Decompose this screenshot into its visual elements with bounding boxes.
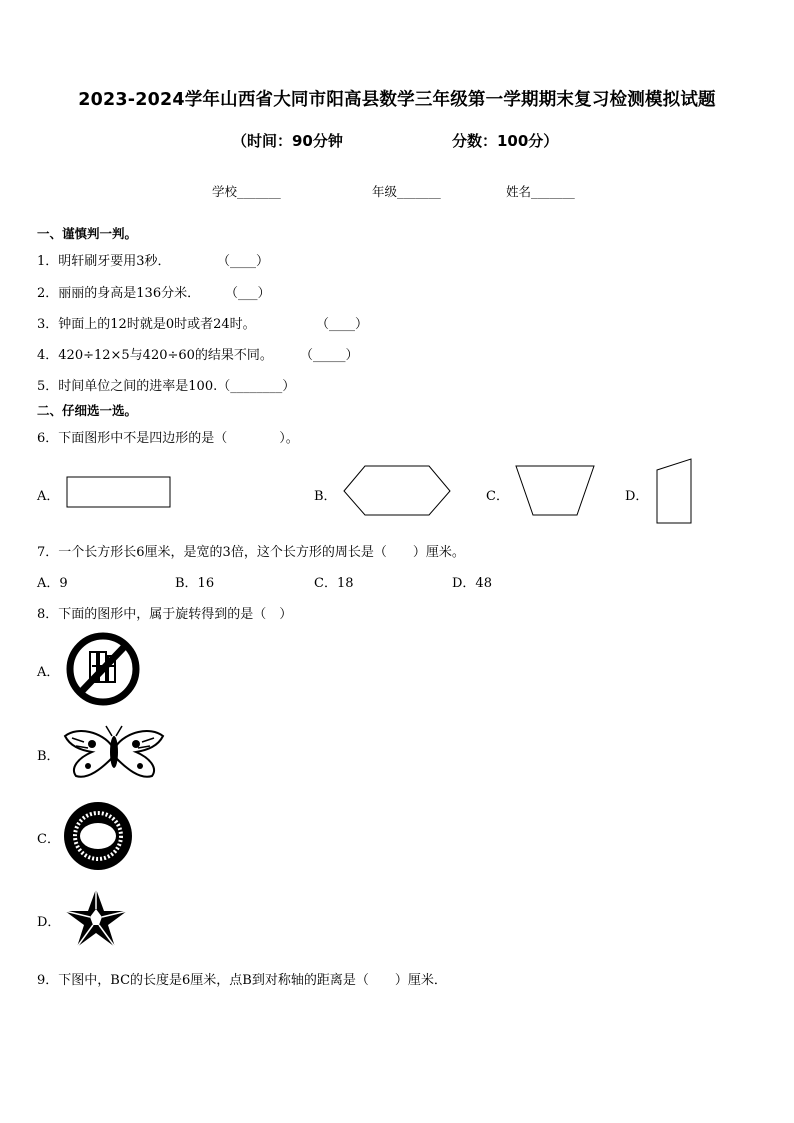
q7-option-b: B．16 — [175, 576, 215, 591]
rectangle-shape — [66, 476, 172, 508]
q6-option-a: A． — [37, 489, 60, 504]
q1-blank: （____） — [217, 254, 270, 269]
q8-option-b: B． — [37, 749, 60, 764]
section-1-heading: 一、谨慎判一判。 — [37, 226, 138, 241]
section-2-heading: 二、仔细选一选。 — [37, 403, 138, 418]
q6-option-c: C． — [486, 489, 509, 504]
q6-text: 6．下面图形中不是四边形的是（ ）。 — [37, 431, 299, 446]
butterfly-icon — [62, 722, 166, 782]
q3-text: 3．钟面上的12时就是0时或者24时。 — [37, 317, 256, 332]
q3-blank: （____） — [316, 317, 369, 332]
right-trapezoid-shape — [655, 458, 695, 526]
school-field: 学校_______ — [212, 184, 281, 199]
q9-text: 9．下图中，BC的长度是6厘米，点B到对称轴的距离是（ ）厘米． — [37, 973, 447, 988]
q8-option-c: C． — [37, 832, 60, 847]
no-cigarette-sign-icon — [62, 630, 144, 708]
q7-option-a: A．9 — [37, 576, 68, 591]
q7-text: 7．一个长方形长6厘米，是宽的3倍，这个长方形的周长是（ ）厘米。 — [37, 545, 465, 560]
grade-field: 年级_______ — [372, 184, 441, 199]
page-title: 2023-2024学年山西省大同市阳高县数学三年级第一学期期末复习检测模拟试题 — [78, 90, 716, 110]
time-label: （时间：90分钟 — [232, 132, 343, 150]
q4-blank: （_____） — [300, 348, 359, 363]
q2-text: 2．丽丽的身高是136分米． — [37, 286, 201, 301]
q7-option-d: D．48 — [452, 576, 492, 591]
q5-text: 5．时间单位之间的进率是100.（________） — [37, 379, 296, 394]
ring-icon — [62, 802, 134, 870]
trapezoid-shape — [515, 465, 597, 517]
q4-text: 4．420÷12×5与420÷60的结果不同。 — [37, 348, 273, 363]
q8-option-a: A． — [37, 665, 60, 680]
q6-option-b: B． — [314, 489, 337, 504]
q7-option-c: C．18 — [314, 576, 354, 591]
q2-blank: （___） — [225, 286, 271, 301]
name-field: 姓名_______ — [506, 184, 575, 199]
q6-option-d: D． — [625, 489, 649, 504]
q1-text: 1．明轩刷牙要用3秒． — [37, 254, 171, 269]
score-label: 分数：100分） — [452, 132, 559, 150]
hexagon-shape — [343, 465, 453, 517]
q8-text: 8．下面的图形中，属于旋转得到的是（ ） — [37, 607, 293, 622]
star-flower-icon — [62, 885, 130, 949]
q8-option-d: D． — [37, 915, 61, 930]
